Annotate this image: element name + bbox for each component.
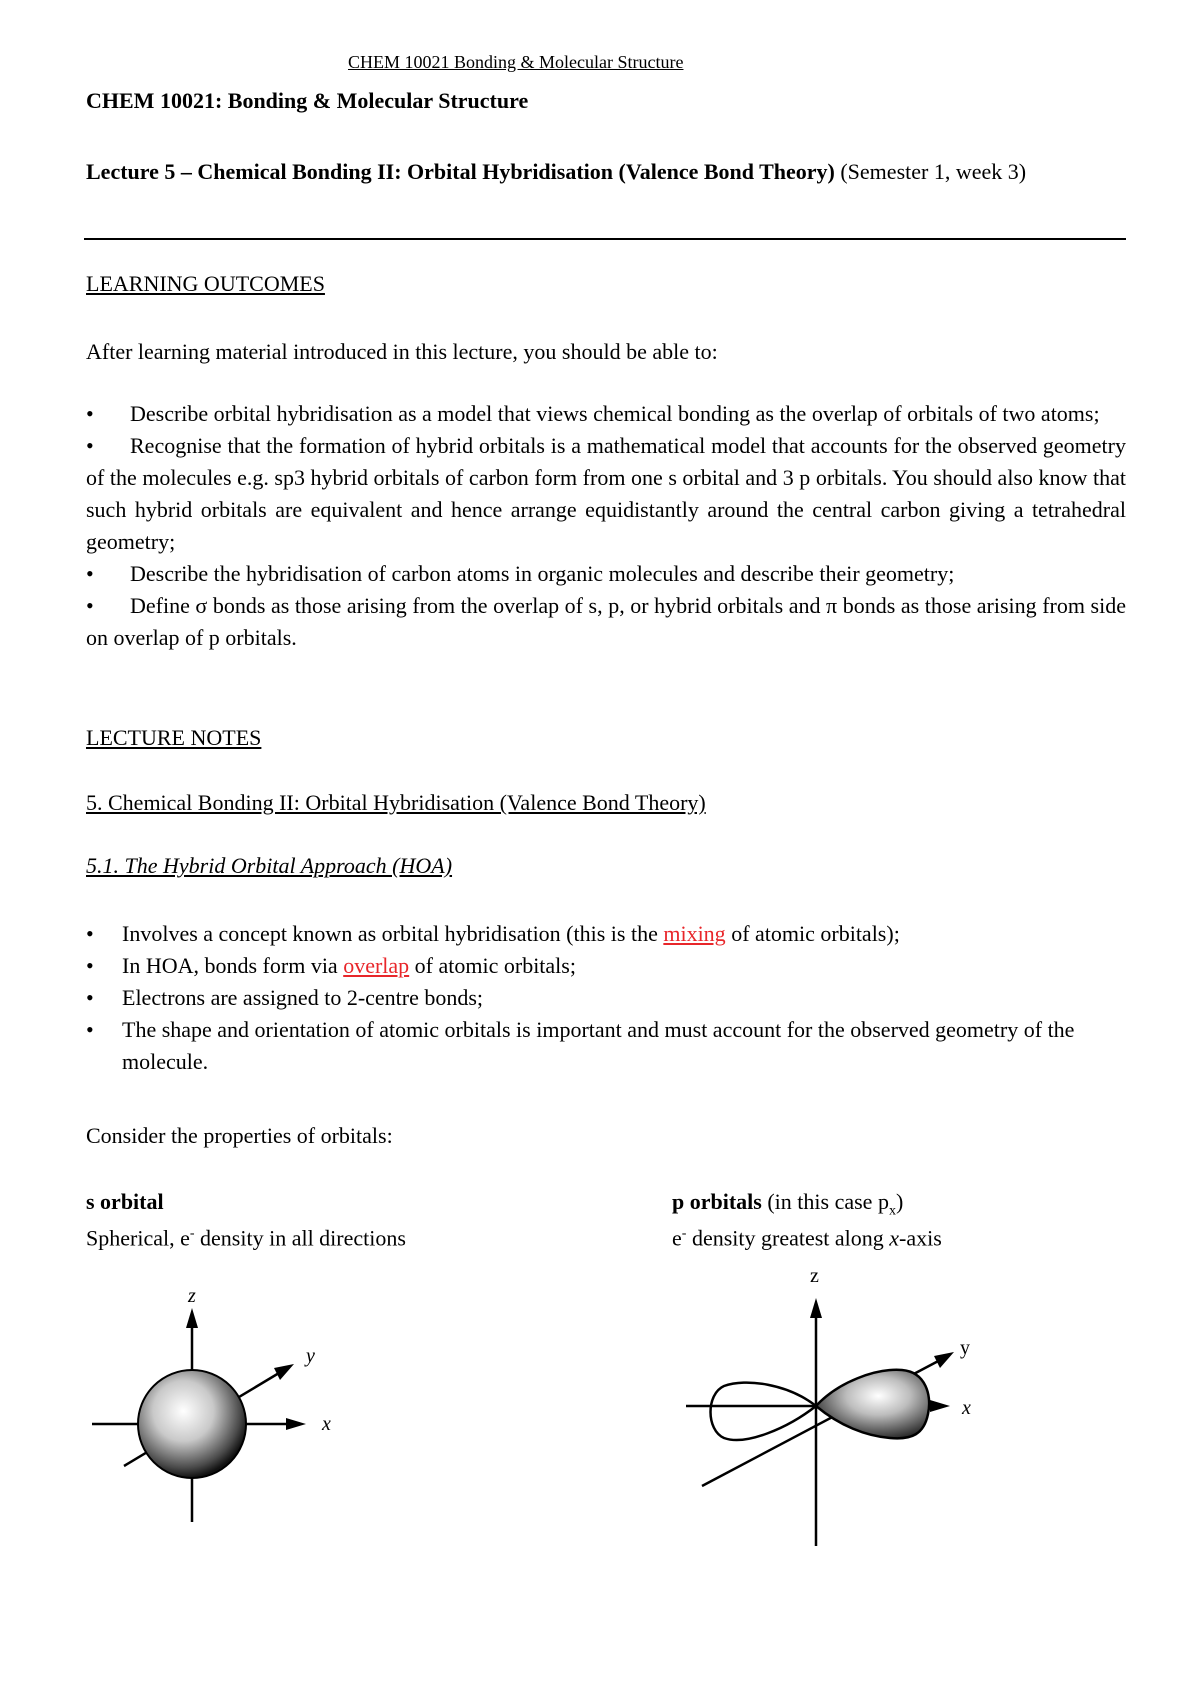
s-desc-part: density in all directions bbox=[194, 1225, 406, 1251]
outcome-text: Define σ bonds as those arising from the overlap of s, p, or hybrid orbitals and π bonds as those arising from side on overlap of p orbitals. bbox=[86, 593, 1126, 650]
p-orbital-desc bbox=[672, 1218, 942, 1254]
outcome-item bbox=[86, 590, 1126, 654]
learning-outcomes-intro: After learning material introduced in this lecture, you should be able to: bbox=[86, 339, 718, 364]
lecture-notes-heading: LECTURE NOTES bbox=[86, 725, 262, 750]
lecture-title-bold: Lecture 5 – Chemical Bonding II: Orbital Hybridisation (Valence Bond Theory) bbox=[86, 159, 835, 184]
hoa-item bbox=[86, 1014, 1126, 1078]
z-label: z bbox=[188, 1285, 196, 1307]
outcome-item bbox=[86, 398, 1126, 430]
p-desc-sup: - bbox=[681, 1226, 687, 1241]
s-desc-part: Spherical, e bbox=[86, 1225, 190, 1251]
bullet-mark: • bbox=[86, 921, 94, 946]
y-arrowhead bbox=[274, 1364, 294, 1380]
hoa-text: of atomic orbitals); bbox=[725, 921, 900, 946]
p-desc-axis: x bbox=[889, 1225, 900, 1251]
s-orbital-desc bbox=[86, 1218, 406, 1254]
p-orbital-diagram bbox=[676, 1256, 1016, 1556]
hoa-text: The shape and orientation of atomic orbitals is important and must account for the observed geometry of the molecule. bbox=[122, 1017, 1075, 1074]
running-header: CHEM 10021 Bonding & Molecular Structure bbox=[348, 52, 684, 72]
term-mixing: mixing bbox=[663, 921, 726, 946]
hoa-text: In HOA, bonds form via bbox=[122, 953, 344, 978]
bullet-mark: • bbox=[86, 985, 94, 1010]
p-desc-part: -axis bbox=[899, 1225, 942, 1251]
p-orbital-negative-lobe bbox=[711, 1383, 817, 1440]
p-desc-part: density greatest along bbox=[686, 1225, 890, 1251]
y-label: y bbox=[306, 1345, 315, 1367]
term-overlap: overlap bbox=[343, 953, 410, 978]
s-orbital-diagram bbox=[80, 1280, 380, 1540]
p-title-part: (in this case p bbox=[761, 1189, 889, 1214]
learning-outcomes-heading: LEARNING OUTCOMES bbox=[86, 271, 325, 296]
y-label: y bbox=[960, 1337, 970, 1359]
bullet-mark: • bbox=[86, 953, 94, 978]
y-arrowhead bbox=[934, 1352, 954, 1368]
consider-text: Consider the properties of orbitals: bbox=[86, 1123, 393, 1148]
hoa-text: Electrons are assigned to 2-centre bonds; bbox=[122, 985, 484, 1010]
x-arrowhead bbox=[286, 1418, 306, 1430]
p-title-bold: p orbitals bbox=[672, 1189, 762, 1214]
hoa-text: Involves a concept known as orbital hybridisation (this is the bbox=[122, 921, 664, 946]
x-arrowhead bbox=[930, 1400, 950, 1412]
hoa-item bbox=[86, 950, 1126, 982]
s-orbital-title: s orbital bbox=[86, 1189, 164, 1214]
course-title: CHEM 10021: Bonding & Molecular Structure bbox=[86, 88, 529, 113]
p-orbital-positive-lobe bbox=[816, 1370, 929, 1439]
outcome-item bbox=[86, 430, 1126, 558]
bullet-mark: • bbox=[86, 561, 94, 586]
outcome-text: Recognise that the formation of hybrid orbitals is a mathematical model that accounts for the observed geometry of the molecules e.g. sp3 hybrid orbitals of carbon form from one s orbital and 3 p orbitals. You should also know that such hybrid orbitals are equivalent and hence arrange equidistantly around the central carbon giving a tetrahedral geometry; bbox=[86, 433, 1126, 554]
outcome-text: Describe orbital hybridisation as a model that views chemical bonding as the overlap of orbitals of two atoms; bbox=[130, 401, 1100, 426]
subsection-heading: 5.1. The Hybrid Orbital Approach (HOA) bbox=[86, 853, 453, 878]
bullet-mark: • bbox=[86, 1017, 94, 1042]
title-divider bbox=[84, 238, 1126, 240]
p-title-sub: x bbox=[888, 1203, 896, 1219]
s-orbital-sphere bbox=[138, 1370, 246, 1478]
hoa-item bbox=[86, 918, 1126, 950]
s-desc-sup: - bbox=[189, 1226, 195, 1241]
x-label: x bbox=[322, 1413, 331, 1435]
hoa-text: of atomic orbitals; bbox=[409, 953, 576, 978]
bullet-mark: • bbox=[86, 433, 94, 458]
p-desc-part: e bbox=[672, 1225, 682, 1251]
bullet-mark: • bbox=[86, 401, 94, 426]
z-arrowhead bbox=[186, 1308, 198, 1328]
x-label: x bbox=[962, 1397, 971, 1419]
hoa-list bbox=[86, 918, 1126, 1078]
z-arrowhead bbox=[810, 1298, 822, 1318]
lecture-title bbox=[86, 156, 1126, 188]
outcome-text: Describe the hybridisation of carbon atoms in organic molecules and describe their geometry; bbox=[130, 561, 955, 586]
p-title-part: ) bbox=[895, 1189, 904, 1214]
lecture-title-suffix: (Semester 1, week 3) bbox=[834, 159, 1027, 184]
outcomes-list bbox=[86, 398, 1126, 654]
z-label: z bbox=[810, 1265, 819, 1287]
bullet-mark: • bbox=[86, 593, 94, 618]
hoa-item bbox=[86, 982, 1126, 1014]
outcome-item bbox=[86, 558, 1126, 590]
section-heading: 5. Chemical Bonding II: Orbital Hybridisation (Valence Bond Theory) bbox=[86, 790, 706, 815]
